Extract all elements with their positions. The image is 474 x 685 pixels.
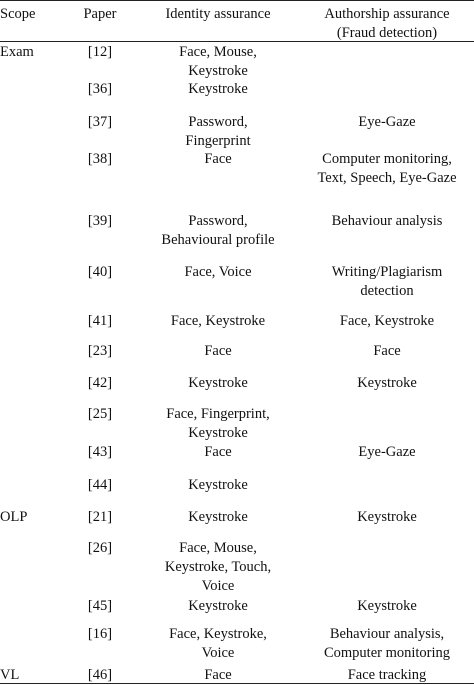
row-identity-assurance: Face <box>204 667 232 683</box>
row-authorship-assurance: Face tracking <box>347 667 427 683</box>
row-identity-assurance: Face, Mouse, Keystroke, Touch, Voice <box>164 540 272 594</box>
row-paper: [23] <box>87 343 113 359</box>
header-paper: Paper <box>83 6 117 22</box>
row-authorship-assurance: Keystroke <box>357 375 417 391</box>
row-paper: [42] <box>87 375 113 391</box>
row-identity-assurance: Face <box>204 343 232 359</box>
row-authorship-assurance: Behaviour analysis, Computer monitoring <box>323 626 451 661</box>
row-paper: [16] <box>87 626 113 642</box>
row-paper: [43] <box>87 444 113 460</box>
table-top-rule <box>0 0 474 1</box>
row-identity-assurance: Keystroke <box>188 81 248 97</box>
row-identity-assurance: Password, Fingerprint <box>185 114 251 149</box>
row-scope: Exam <box>0 44 34 60</box>
row-identity-assurance: Keystroke <box>188 598 248 614</box>
row-paper: [39] <box>87 213 113 229</box>
row-identity-assurance: Password, Behavioural profile <box>161 213 275 248</box>
row-authorship-assurance: Keystroke <box>357 509 417 525</box>
header-authorship-assurance: Authorship assurance (Fraud detection) <box>324 6 450 41</box>
row-identity-assurance: Face <box>204 151 232 167</box>
row-paper: [37] <box>87 114 113 130</box>
row-scope: VL <box>0 667 20 683</box>
row-authorship-assurance: Face <box>373 343 401 359</box>
row-authorship-assurance: Keystroke <box>357 598 417 614</box>
row-paper: [21] <box>87 509 113 525</box>
row-scope: OLP <box>0 509 28 525</box>
header-identity-assurance: Identity assurance <box>165 6 271 22</box>
row-paper: [38] <box>87 151 113 167</box>
row-authorship-assurance: Behaviour analysis <box>331 213 443 229</box>
row-authorship-assurance: Writing/Plagiarism detection <box>331 264 443 299</box>
row-authorship-assurance: Face, Keystroke <box>339 313 435 329</box>
row-paper: [46] <box>87 667 113 683</box>
row-paper: [44] <box>87 477 113 493</box>
row-identity-assurance: Keystroke <box>188 477 248 493</box>
row-identity-assurance: Face <box>204 444 232 460</box>
header-scope: Scope <box>0 6 36 22</box>
row-paper: [26] <box>87 540 113 556</box>
row-authorship-assurance: Computer monitoring, Text, Speech, Eye-Gaze <box>317 151 457 186</box>
row-paper: [12] <box>87 44 113 60</box>
row-identity-assurance: Face, Fingerprint, Keystroke <box>166 406 270 441</box>
row-paper: [41] <box>87 313 113 329</box>
row-identity-assurance: Face, Voice <box>184 264 252 280</box>
row-identity-assurance: Face, Mouse, Keystroke <box>179 44 257 79</box>
row-identity-assurance: Face, Keystroke <box>170 313 266 329</box>
row-paper: [25] <box>87 406 113 422</box>
row-identity-assurance: Keystroke <box>188 509 248 525</box>
row-paper: [36] <box>87 81 113 97</box>
table-header-rule <box>0 41 474 42</box>
row-authorship-assurance: Eye-Gaze <box>358 114 416 130</box>
row-identity-assurance: Keystroke <box>188 375 248 391</box>
row-authorship-assurance: Eye-Gaze <box>358 444 416 460</box>
row-identity-assurance: Face, Keystroke, Voice <box>169 626 267 661</box>
row-paper: [40] <box>87 264 113 280</box>
row-paper: [45] <box>87 598 113 614</box>
